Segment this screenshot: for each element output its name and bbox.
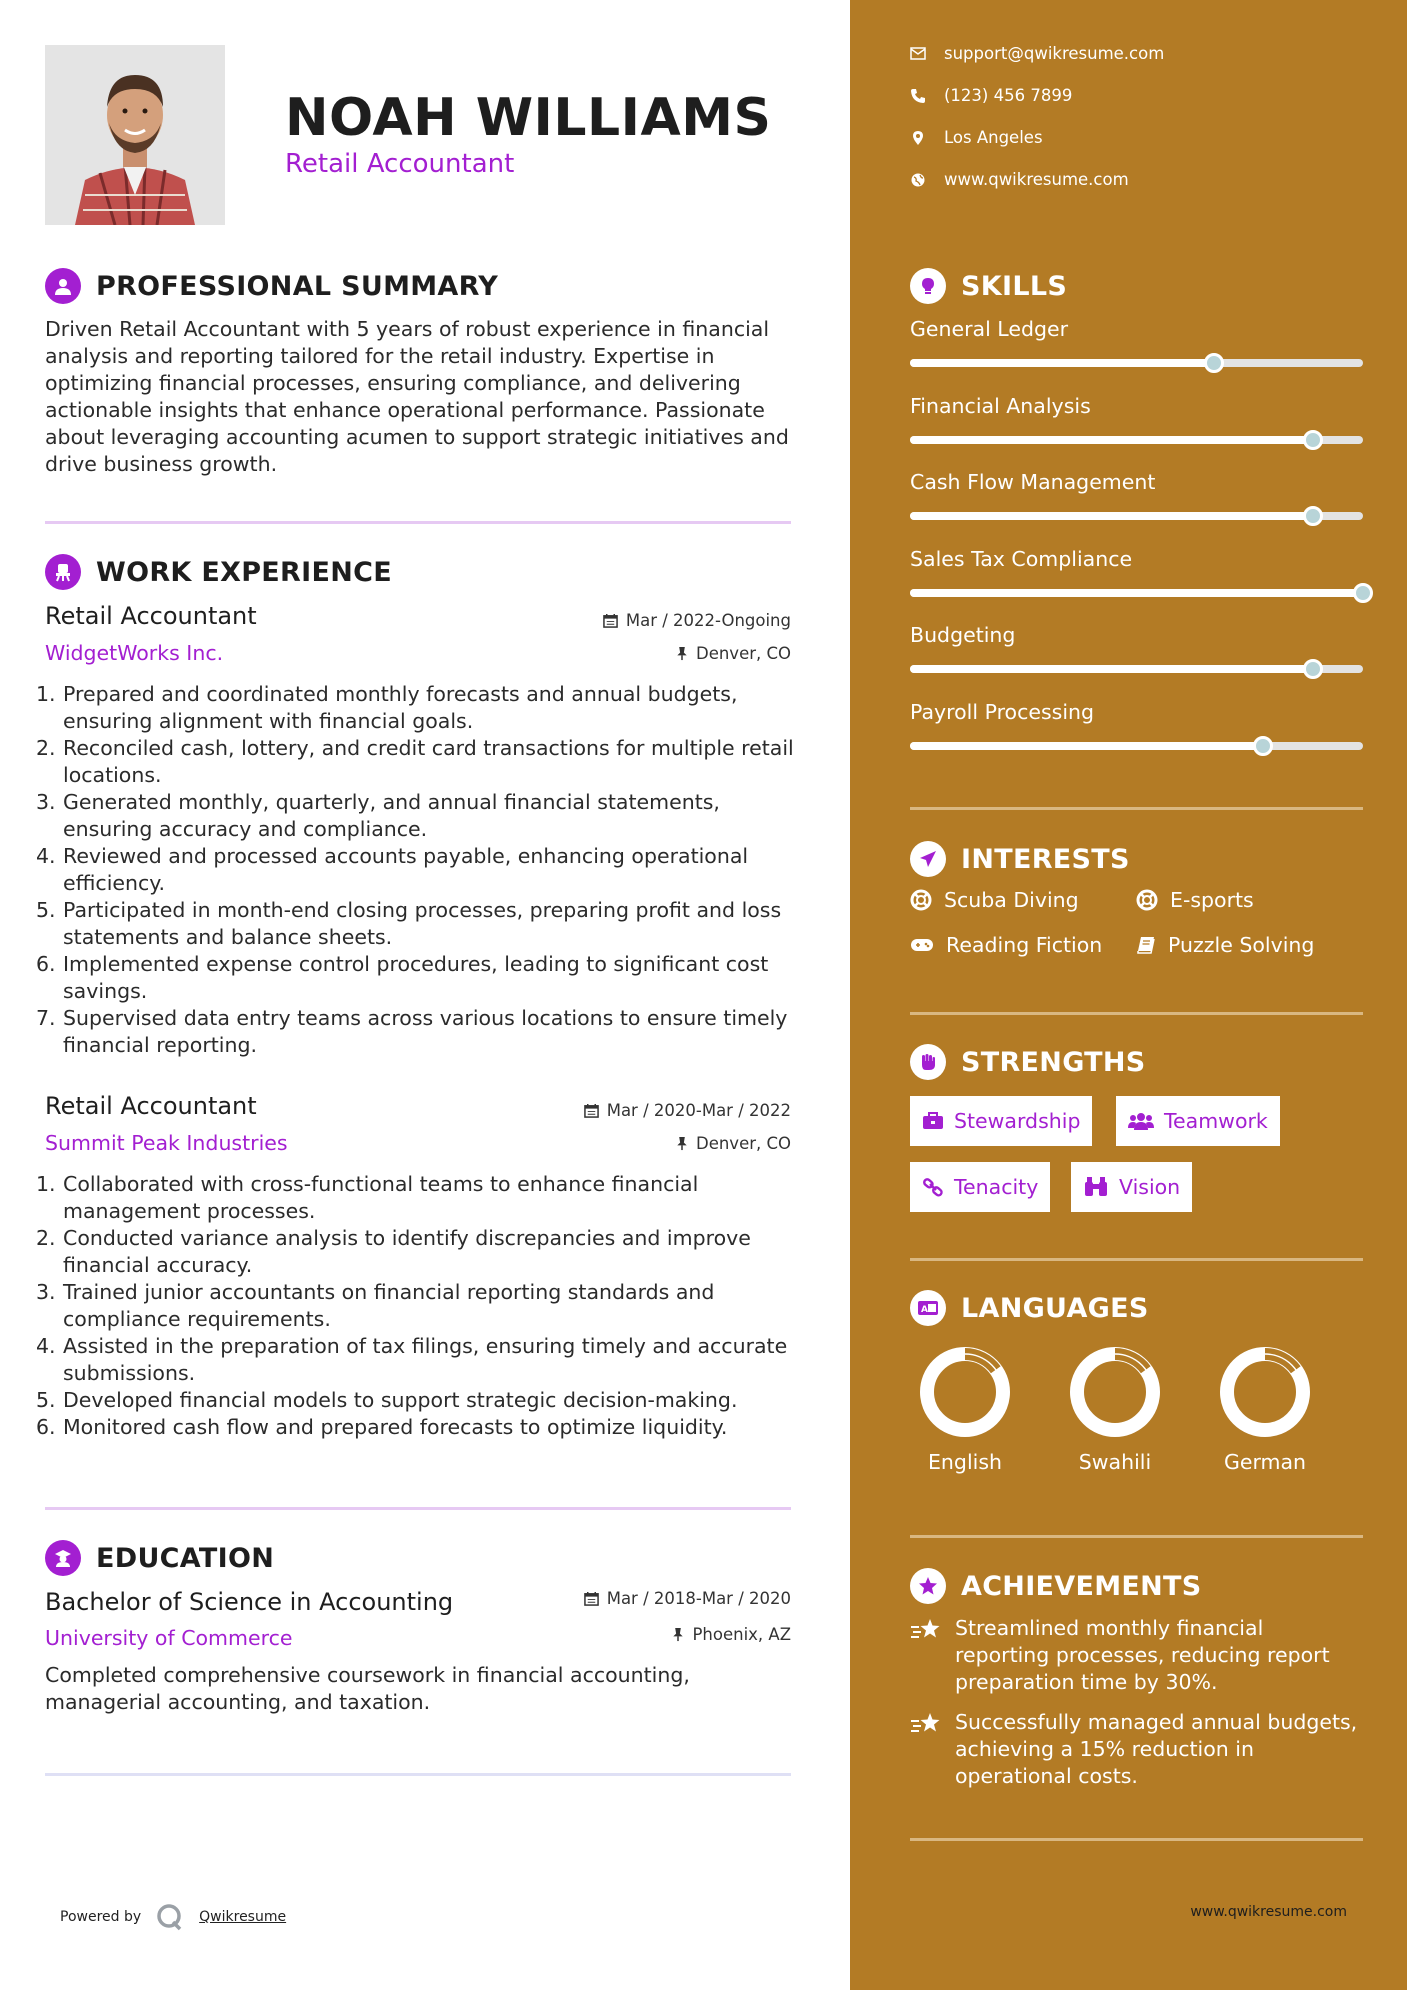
education-date-text: Mar / 2018-Mar / 2020 [606,1589,791,1608]
interest-label: E-sports [1170,888,1254,912]
divider [45,1507,791,1510]
language-item [915,1342,1015,1474]
bullet-item [36,1005,795,1059]
bullet-text: Assisted in the preparation of tax filings, ensuring timely and accurate submissions. [63,1334,788,1385]
map-marker-icon [910,130,926,146]
language-item [1065,1342,1165,1474]
achievements-title: ACHIEVEMENTS [961,1570,1202,1602]
bullet-number: 3. [36,790,56,814]
language-ring-outline [927,1354,1003,1430]
strength-tag [1116,1096,1280,1146]
bullet-item [36,897,795,951]
divider [910,1838,1363,1841]
skill-bar-fill [910,436,1313,444]
divider [45,521,791,524]
language-ring-outline [1227,1354,1303,1430]
skill-name: Sales Tax Compliance [910,546,1133,571]
globe-icon [910,172,926,188]
job-location-text: Denver, CO [695,644,791,663]
contact-email-text: support@qwikresume.com [944,44,1165,63]
bullet-text: Implemented expense control procedures, leading to significant cost savings. [63,952,769,1003]
link-icon [922,1176,944,1198]
bullet-item [36,1279,795,1333]
skills-title: SKILLS [961,270,1068,302]
pin-icon [676,646,688,661]
language-name: English [927,1450,1003,1474]
achievements-heading [910,1568,1202,1604]
powered-by-label: Powered by [60,1909,142,1925]
skill-name: Cash Flow Management [910,470,1156,494]
strength-label: Tenacity [954,1175,1039,1199]
bullet-item [36,735,795,789]
lightbulb-icon [910,268,946,304]
skill-bar-knob [1303,659,1323,679]
contact-email [910,44,1164,63]
skills-heading [910,268,1067,304]
bullet-number: 4. [36,1334,56,1358]
bullet-item [36,681,795,735]
divider [45,1773,791,1776]
bullet-text: Monitored cash flow and prepared forecasts to optimize liquidity. [63,1415,728,1439]
skill-name: General Ledger [910,317,1069,341]
bullet-text: Prepared and coordinated monthly forecasts and annual budgets, ensuring alignment with financial goals. [63,682,738,733]
skill-bar [910,359,1363,367]
contact-website [910,170,1129,189]
strength-tag [910,1162,1050,1212]
pin-icon [676,1136,688,1151]
education-heading [45,1540,274,1576]
achievement-text: Streamlined monthly financial reporting processes, reducing report preparation time by 30%. [955,1616,1330,1694]
strengths-title: STRENGTHS [961,1046,1146,1078]
skill-bar-knob [1303,430,1323,450]
bullet-item [36,1387,795,1414]
education-text: Completed comprehensive coursework in financial accounting, managerial accounting, and taxation. [45,1663,690,1714]
language-name: Swahili [1078,1450,1152,1474]
interests-title: INTERESTS [961,843,1130,875]
gamepad-icon [910,936,934,954]
work-heading [45,554,392,590]
summary-text: Driven Retail Accountant with 5 years of robust experience in financial analysis and reporting tailored for the retail industry. Expertise in optimizing financial processes, ensuring compliance, and delivering actionable insights that enhance operational performance. Passionate about leveraging accounting acumen to support strategic initiatives and drive business growth. [45,317,789,476]
calendar-icon [603,613,618,628]
interests-heading [910,841,1130,877]
languages-title: LANGUAGES [961,1292,1149,1324]
users-icon [1128,1111,1154,1131]
contact-phone [910,86,1072,105]
language-ring [915,1342,1015,1442]
language-ring [1065,1342,1165,1442]
job-date [603,611,791,630]
bullet-text: Trained junior accountants on financial reporting standards and compliance requirements. [63,1280,715,1331]
book-icon [1136,935,1156,955]
interest-item [1136,888,1254,912]
calendar-icon [584,1103,599,1118]
skill-bar [910,589,1363,597]
achievement-item [910,1615,1363,1696]
bullet-item [36,951,795,1005]
shooting-star-icon [910,1617,942,1643]
interest-label: Puzzle Solving [1168,933,1315,957]
education-location-text: Phoenix, AZ [692,1625,791,1644]
language-name: German [1223,1450,1307,1474]
degree-title: Bachelor of Science in Accounting [45,1588,454,1616]
education-location [672,1625,791,1644]
bullet-number: 7. [36,1006,56,1030]
interest-label: Reading Fiction [946,933,1103,957]
star-badge-icon [910,1568,946,1604]
interest-label: Scuba Diving [944,888,1079,912]
bullet-item [36,1333,795,1387]
bullet-text: Participated in month-end closing processes, preparing profit and loss statements and balance sheets. [63,898,782,949]
skill-name: Budgeting [910,623,1016,647]
bullet-number: 6. [36,1415,56,1439]
skill-name: Financial Analysis [910,393,1091,418]
skill-bar-knob [1353,583,1373,603]
job-title: Retail Accountant [45,602,257,630]
strength-tag [1071,1162,1192,1212]
bullet-item [36,843,795,897]
school-name: University of Commerce [45,1626,293,1650]
candidate-name: NOAH WILLIAMS [285,88,772,148]
summary-title: PROFESSIONAL SUMMARY [96,270,499,302]
skill-bar-fill [910,359,1214,367]
skill-bar-knob [1253,736,1273,756]
fist-icon [910,1044,946,1080]
bullet-number: 2. [36,736,56,760]
graduate-icon [45,1540,81,1576]
job-date [584,1101,791,1120]
job-location-text: Denver, CO [695,1134,791,1153]
job-location [676,1134,791,1153]
phone-icon [910,88,926,104]
bullet-text: Developed financial models to support strategic decision-making. [63,1388,738,1412]
job-bullets [36,1171,795,1441]
profile-photo [45,45,225,225]
skill-bar-knob [1303,506,1323,526]
language-ring-outline [1077,1354,1153,1430]
bullet-number: 5. [36,1388,56,1412]
job-location [676,644,791,663]
pin-icon [672,1627,684,1642]
bullet-number: 4. [36,844,56,868]
skill-bar [910,512,1363,520]
bullet-item [36,789,795,843]
skill-bar-fill [910,742,1263,750]
job-date-text: Mar / 2022-Ongoing [625,611,791,630]
sidebar [850,0,1407,1990]
achievement-item [910,1709,1363,1790]
paper-plane-icon [910,841,946,877]
job-title: Retail Accountant [45,1092,257,1120]
bullet-item [36,1225,795,1279]
interest-item [910,933,1102,957]
job-company: Summit Peak Industries [45,1131,288,1155]
achievement-text: Successfully managed annual budgets, achieving a 15% reduction in operational costs. [955,1710,1358,1788]
bullet-text: Reviewed and processed accounts payable, enhancing operational efficiency. [63,844,749,895]
skill-bar [910,436,1363,444]
work-title: WORK EXPERIENCE [96,556,392,588]
contact-location-text: Los Angeles [944,128,1043,147]
language-item [1215,1342,1315,1474]
bullet-text: Conducted variance analysis to identify discrepancies and improve financial accuracy. [63,1226,751,1277]
bullet-item [36,1171,795,1225]
bullet-text: Reconciled cash, lottery, and credit card transactions for multiple retail locations. [63,736,794,787]
qwikresume-link[interactable]: Qwikresume [199,1909,287,1925]
skill-name: Payroll Processing [910,699,1095,724]
divider [910,1535,1363,1538]
languages-heading [910,1290,1149,1326]
summary-heading [45,268,498,304]
strength-label: Vision [1119,1175,1181,1199]
interest-item [910,888,1079,912]
strengths-heading [910,1044,1146,1080]
bullet-number: 1. [36,682,56,706]
skill-bar-fill [910,512,1313,520]
translate-icon [910,1290,946,1326]
job-bullets [36,681,795,1059]
education-date [584,1589,791,1608]
bullet-text: Supervised data entry teams across various locations to ensure timely financial reporting. [63,1006,788,1057]
calendar-icon [584,1591,599,1606]
divider [910,1012,1363,1015]
bullet-number: 6. [36,952,56,976]
strength-label: Stewardship [954,1109,1081,1133]
user-icon [45,268,81,304]
job-date-text: Mar / 2020-Mar / 2022 [606,1101,791,1120]
contact-location [910,128,1043,147]
lifebuoy-icon [910,889,932,911]
bullet-number: 3. [36,1280,56,1304]
divider [910,807,1363,810]
envelope-icon [910,47,926,60]
skill-bar-fill [910,665,1313,673]
powered-by [60,1902,286,1932]
bullet-number: 5. [36,898,56,922]
bullet-text: Generated monthly, quarterly, and annual financial statements, ensuring accuracy and compliance. [63,790,720,841]
strength-label: Teamwork [1164,1109,1268,1133]
skill-bar [910,742,1363,750]
language-ring [1215,1342,1315,1442]
shooting-star-icon [910,1711,942,1737]
job-company: WidgetWorks Inc. [45,641,224,665]
briefcase-icon [922,1112,944,1130]
contact-website-text[interactable]: www.qwikresume.com [944,170,1129,189]
strength-tag [910,1096,1092,1146]
interest-item [1136,933,1314,957]
contact-phone-text: (123) 456 7899 [944,86,1073,105]
svg-text:A: A [921,1305,928,1315]
skill-bar-fill [910,589,1363,597]
binoculars-icon [1083,1176,1109,1198]
candidate-role: Retail Accountant [285,149,515,179]
education-title: EDUCATION [96,1542,275,1574]
footer-website[interactable]: www.qwikresume.com [1190,1904,1347,1920]
divider [910,1258,1363,1261]
bullet-number: 2. [36,1226,56,1250]
bullet-number: 1. [36,1172,56,1196]
bullet-text: Collaborated with cross-functional teams to enhance financial management processes. [63,1172,699,1223]
bullet-item [36,1414,795,1441]
skill-bar-knob [1204,353,1224,373]
qwikresume-logo-icon [155,1902,185,1932]
chair-icon [45,554,81,590]
skill-bar [910,665,1363,673]
lifebuoy-icon [1136,889,1158,911]
